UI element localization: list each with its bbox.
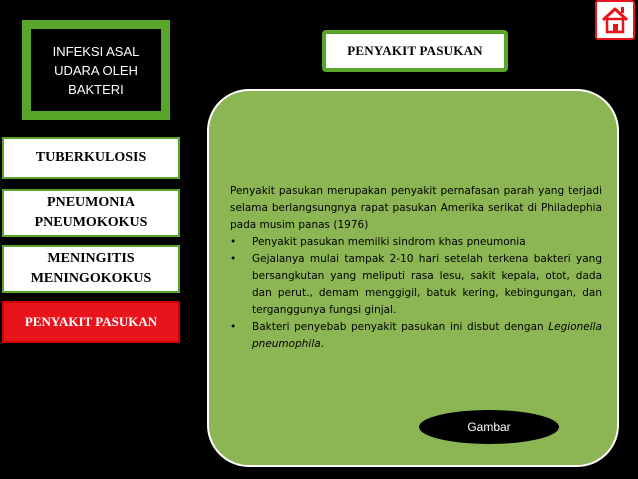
bullet-list: [230, 234, 602, 353]
nav-button-tuberkulosis[interactable]: [2, 137, 180, 179]
intro-paragraph: Penyakit pasukan merupakan penyakit pernafasan parah yang terjadi selama berlangsungnya rapat pasukan Amerika serikat di Philadephia pada musim panas (1976): [230, 185, 602, 231]
title-text: [31, 29, 161, 111]
title-box: [22, 20, 170, 120]
section-header: [322, 30, 508, 72]
nav-button-label: MENINGITIS: [47, 251, 135, 266]
home-icon: [597, 2, 633, 38]
content-text: [230, 183, 602, 353]
nav-button-label: PNEUMOKOKUS: [34, 215, 148, 230]
section-header-label: PENYAKIT PASUKAN: [326, 34, 504, 68]
nav-button-label: MENINGOKOKUS: [30, 271, 152, 286]
nav-button-penyakit-pasukan[interactable]: [2, 301, 180, 343]
nav-button-label: TUBERKULOSIS: [35, 150, 147, 165]
nav-button-meningitis[interactable]: [2, 245, 180, 293]
title-line: INFEKSI ASAL: [52, 43, 140, 59]
species-name: Legionella pneumophila: [252, 321, 602, 350]
gambar-button-label: Gambar: [467, 420, 511, 434]
home-button[interactable]: [595, 0, 635, 40]
title-line: BAKTERI: [68, 81, 124, 97]
list-item: • Gejalanya mulai tampak 2-10 hari setelah terkena bakteri yang bersangkutan yang meliputi rasa lesu, sakit kepala, otot, dada dan perut., demam menggigil, batuk kering, kebingungan, dan terganggunya fungsi ginjal.: [230, 253, 602, 316]
title-line: UDARA OLEH: [54, 62, 138, 78]
list-item: • Bakteri penyebab penyakit pasukan ini disbut dengan Legionella pneumophila.: [230, 321, 602, 350]
gambar-button[interactable]: [419, 410, 559, 444]
nav-button-label: PNEUMONIA: [47, 195, 135, 210]
nav-button-label: PENYAKIT PASUKAN: [24, 314, 158, 329]
nav-button-pneumonia[interactable]: [2, 189, 180, 237]
list-item: • Penyakit pasukan memilki sindrom khas pneumonia: [230, 236, 526, 248]
